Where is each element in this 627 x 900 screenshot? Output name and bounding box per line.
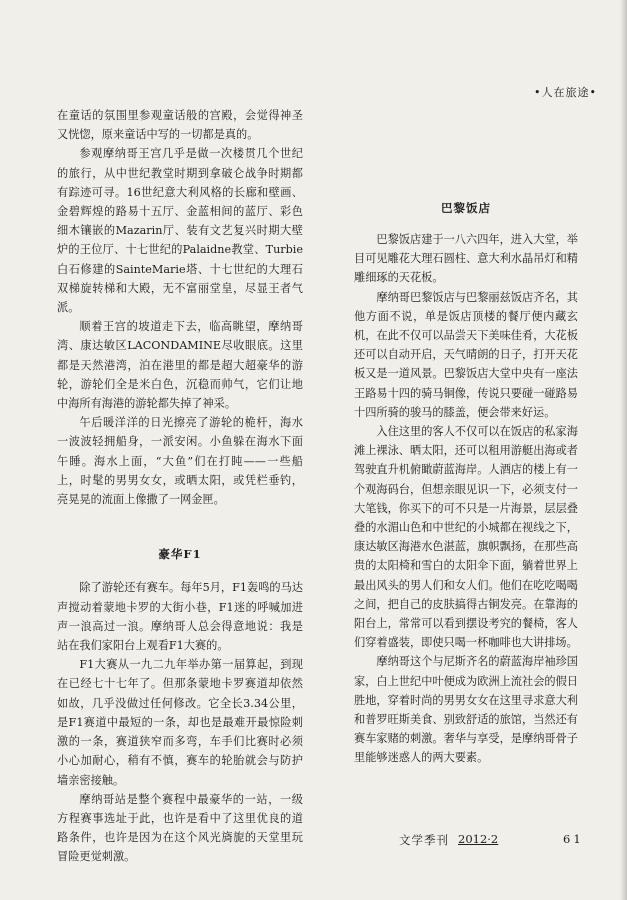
paragraph: 入住这里的客人不仅可以在饭店的私家海滩上裸泳、晒太阳，还可以租用游艇出海或者驾驶直升机俯瞰蔚蓝海岸。人酒店的楼上有一个观海码台，但想亲眼见识一下，必须支付一大笔钱，你买下的可不只是一片海景，层层叠叠的水湄山色和中世纪的小城都在视线之下，康达敏区海港水色湛蓝，旗帜飘扬，在那些高贵的太阳椅和雪白的太阳伞下面，躺着世界上最出风头的男人们和女人们。他们在吃吃喝喝之间，把自己的皮肤搞得古铜发亮。在靠海的阳台上，常常可以看到摆设考究的餐椅，客人们穿着盛装，即使只喝一杯咖啡也大讲排场。 — [354, 425, 578, 650]
paragraph: 在童话的氛围里参观童话般的宫殿，会觉得神圣又恍惚，原来童话中写的一切都是真的。 — [57, 109, 303, 142]
paragraph: 除了游轮还有赛车。每年5月，F1轰鸣的马达声搅动着蒙地卡罗的大街小巷，F1迷的呼喊加进声一浪高过一浪。摩纳哥人总会得意地说：我是站在我们家阳台上观看F1大赛的。 — [57, 581, 303, 653]
paragraph: 参观摩纳哥王宫几乎是做一次楼贯几个世纪的旅行，从中世纪教堂时期到拿破仑战争时期都有踪迹可寻。16世纪意大利风格的长廊和壁画、金碧辉煌的路易十五厅、金蓝相间的蓝厅、彩色细木镶嵌的Mazarin厅、装有文艺复兴时期大壁炉的王位厅、十七世纪的Palaidne教堂、Turbie白石修建的SainteMarie塔、十七世纪的大理石双梯旋转梯和大殿，无不富丽堂皇，尽显王者气派。 — [57, 147, 303, 315]
paragraph: F1大赛从一九二九年举办第一届算起，到现在已经七十七年了。但那条蒙地卡罗赛道却依然如故，几乎没做过任何修改。它全长3.34公里，是F1赛道中最短的一条，却也是最难开最惊险刺激的一条，赛道狭窄而多弯，车手们比赛时必须小心加耐心，稍有不慎，赛车的轮胎就会与防护墙亲密接触。 — [57, 658, 303, 787]
right-column — [354, 230, 578, 768]
paragraph: 摩纳哥这个与尼斯齐名的蔚蓝海岸袖珍国家，白上世纪中叶便成为欧洲上流社会的假日胜地，穿着时尚的男男女女在这里寻求意大利和普罗旺斯美食、别致舒适的旅馆，当然还有赛车家赌的刺激。奢华与享受，是摩纳哥骨子里能够迷惑人的两大要素。 — [354, 655, 578, 765]
footer-issue: 2012·2 — [458, 832, 499, 846]
paragraph: 摩纳哥巴黎饭店与巴黎丽兹饭店齐名，其他方面不说，单是饭店顶楼的餐厅便内藏玄机，在此不仅可以品尝天下美味佳肴，大花板还可以自动开启，天气晴朗的日子，打开天花板又是一道风景。巴黎饭店大堂中央有一座法王路易十四的骑马铜像，传说只要碰一碰路易十四所骑的骏马的膝盖，便会带来好运。 — [354, 290, 578, 419]
section-tag: •人在旅途• — [534, 86, 597, 99]
page-number: 61 — [563, 832, 584, 846]
page-edge-shadow — [620, 0, 627, 900]
paragraph: 午后暖洋洋的日光擦亮了游轮的桅杆，海水一波波轻拥船身，一派安闲。小鱼躲在海水下面午睡。海水上面，“大鱼”们在打盹——一些船上，时髦的男男女女，或晒太阳，或凭栏垂钓，亮晃晃的流面上像撒了一网金匣。 — [57, 416, 303, 507]
left-column — [57, 106, 303, 867]
subheading-f1: 豪华F1 — [158, 547, 202, 562]
footer-journal-name: 文学季刊 — [399, 833, 449, 847]
subheading-paris-hotel: 巴黎饭店 — [441, 201, 491, 215]
paragraph: 顺着王宫的坡道走下去，临高眺望，摩纳哥湾、康达敏区LACONDAMINE尽收眼底。这里都是天然港湾，泊在港里的都是超大超豪华的游轮，游轮们全是米白色，沉稳而帅气，它们让地中海所有海港的游轮都失掉了神采。 — [57, 320, 303, 411]
paragraph: 摩纳哥站是整个赛程中最豪华的一站，一级方程赛事选址于此，也许是看中了这里优良的道路条件，也许是因为在这个风光旖旎的天堂里玩冒险更觉刺激。 — [57, 792, 303, 864]
paragraph: 巴黎饭店建于一八六四年，进入大堂，举目可见雕花大理石圆柱、意大利水晶吊灯和精雕细琢的天花板。 — [354, 233, 578, 285]
